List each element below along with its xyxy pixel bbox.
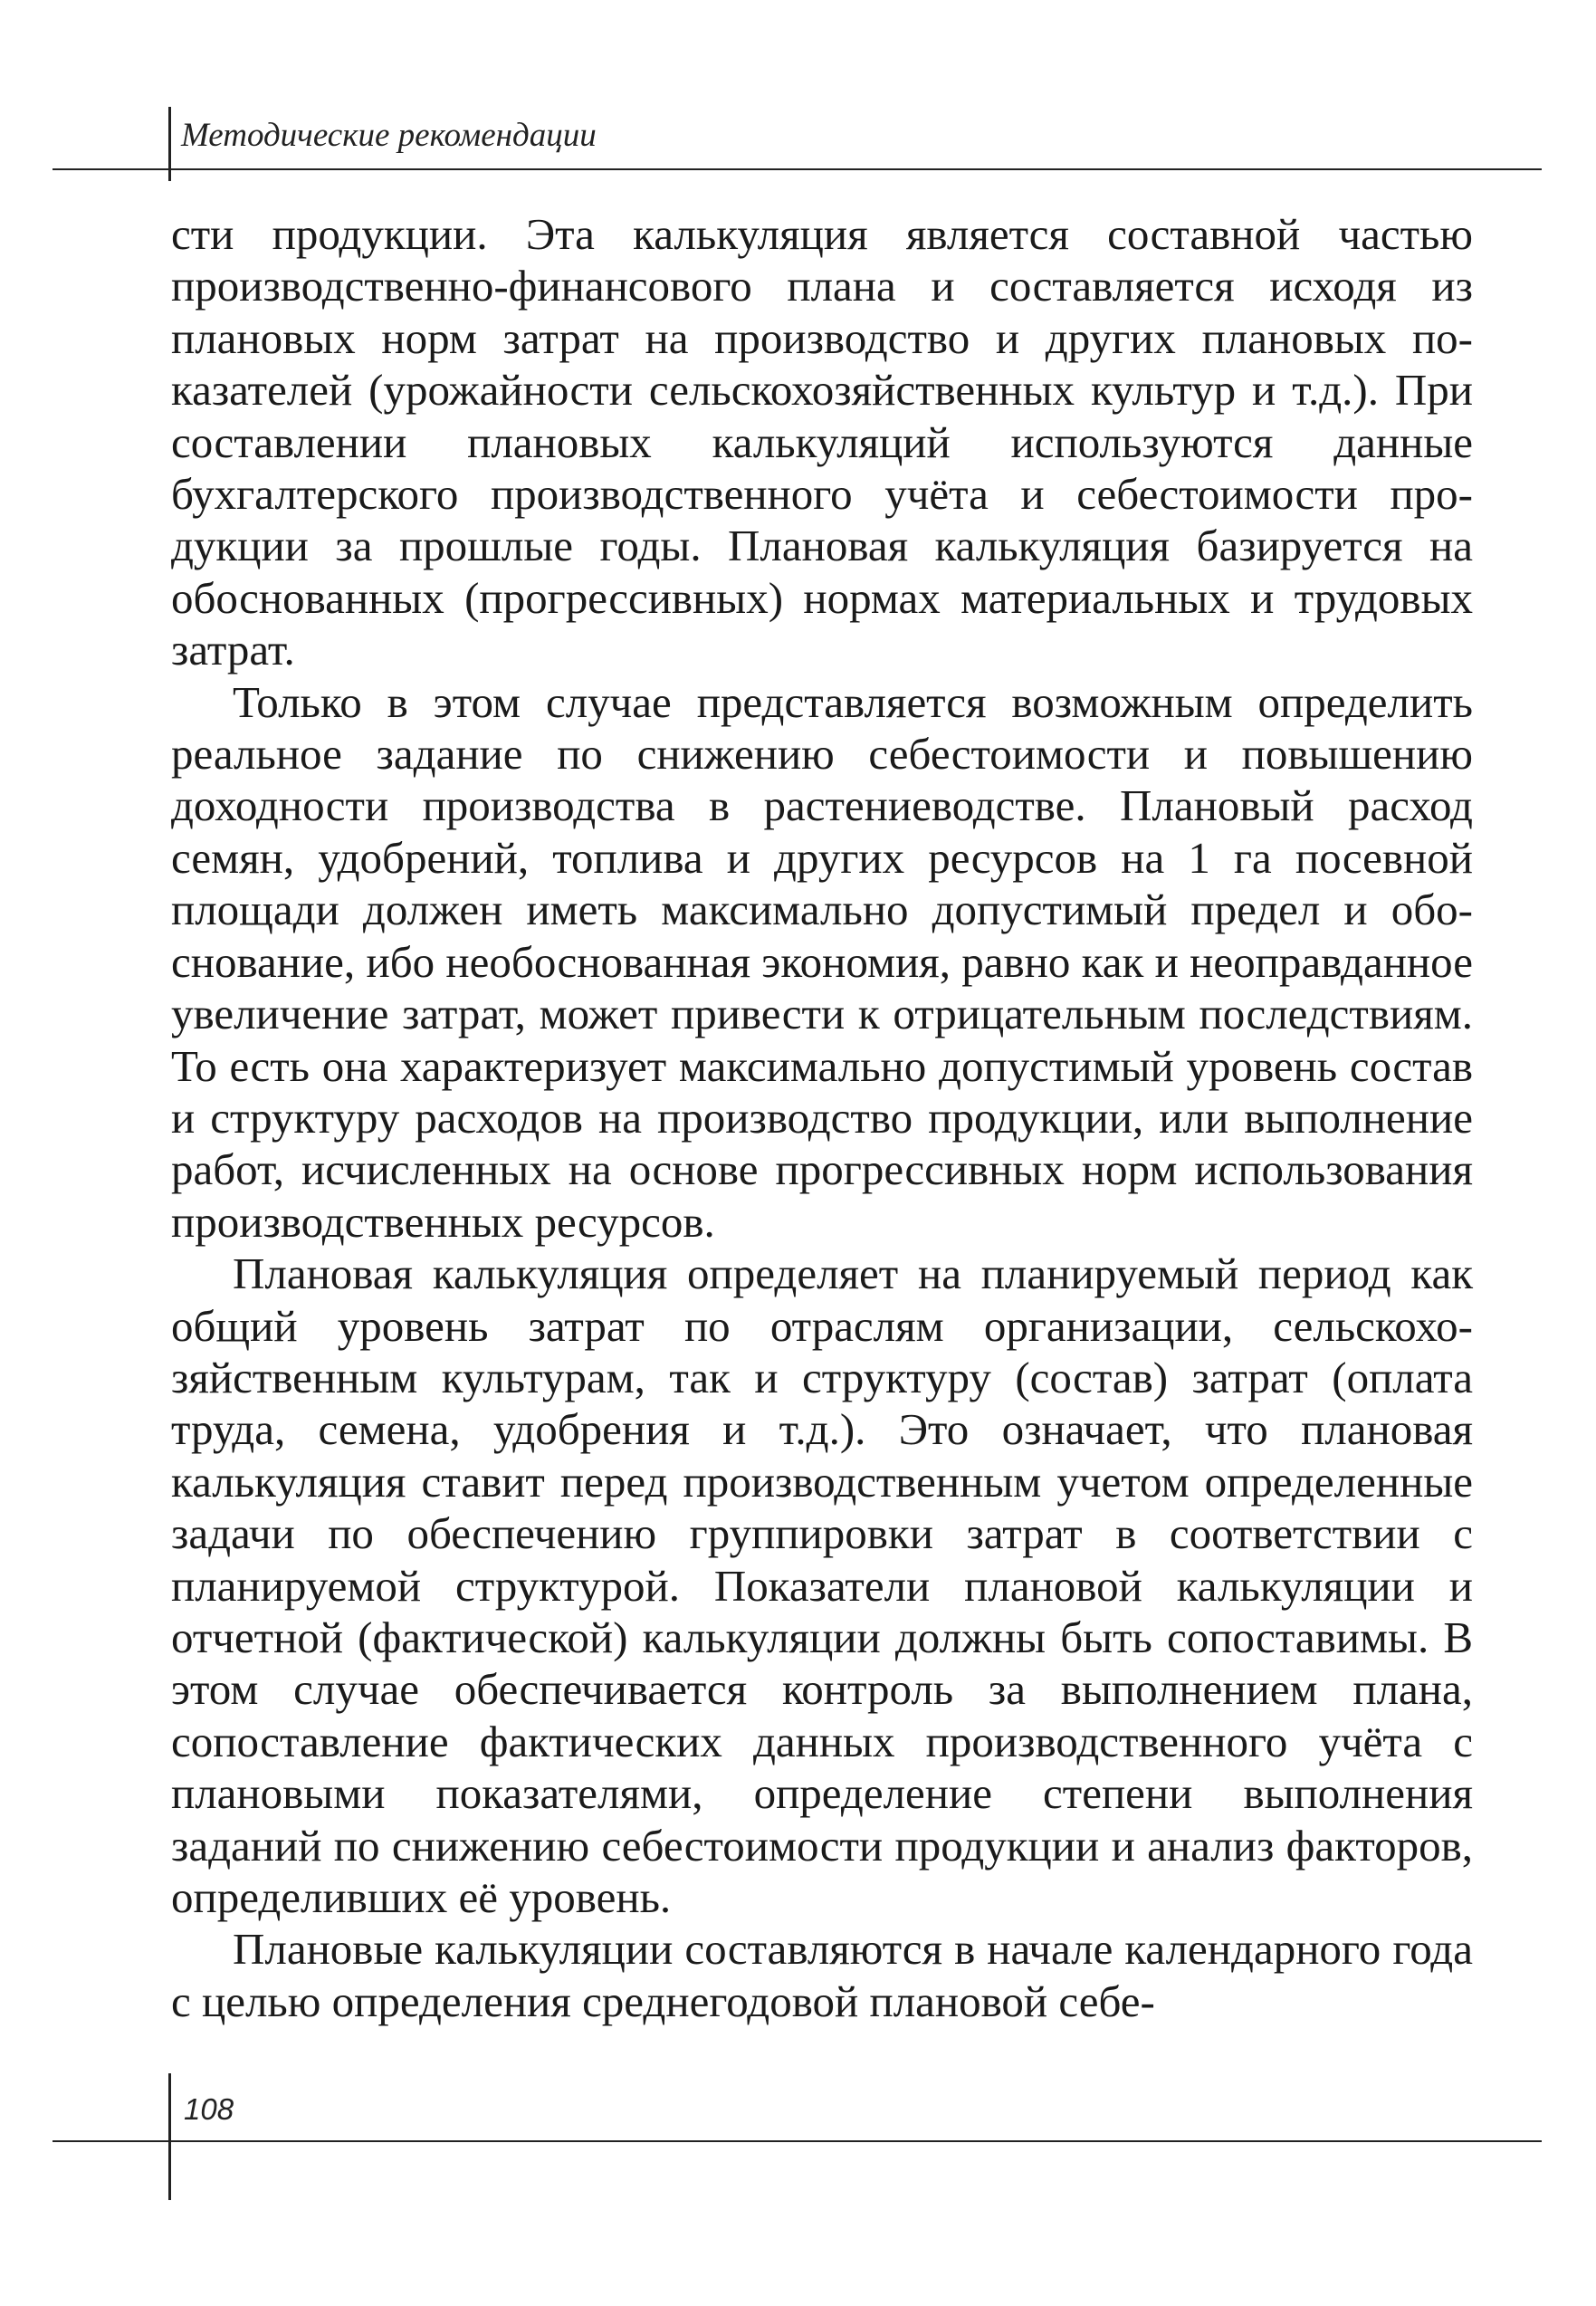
footer-horizontal-rule [53, 2140, 1542, 2142]
paragraph-2: Только в этом случае представляется возможным определить реальное задание по снижению себестоимости и повышению доходности производства в растениеводстве. Плановый расход семян, удобрений, топлива и других ресурсов на 1 га посевной площади должен иметь максимально допустимый предел и обоснование, ибо необоснованная экономия, равно как и неоправданное увеличение затрат, может привести к отрицательным последствиям. То есть она характеризует максимально допустимый уровень состав и структуру расходов на производство продукции, или выполнение работ, исчисленных на основе прогрессивных норм использования производственных ресурсов. [171, 676, 1473, 1247]
page-number: 108 [184, 2092, 234, 2126]
footer-vertical-rule [168, 2073, 171, 2200]
paragraph-4: Плановые калькуляции составляются в начале календарного года с целью определения среднегодовой плановой себе- [171, 1924, 1473, 2026]
paragraph-1: сти продукции. Эта калькуляция является составной частью производственно-финансового плана и составляется исходя из плановых норм затрат на производство и других плановых показателей (урожайности сельскохозяйственных культур и т.д.). При составлении плановых калькуляций используются данные бухгалтерского производственного учёта и себестоимости продукции за прошлые годы. Плановая калькуляция базируется на обоснованных (прогрессивных) нормах материальных и трудовых затрат. [171, 209, 1473, 675]
running-header-title: Методические рекомендации [181, 117, 597, 154]
header-horizontal-rule [53, 168, 1542, 170]
body-text [171, 208, 1473, 2027]
paragraph-3: Плановая калькуляция определяет на планируемый период как общий уровень затрат по отраслям организации, сельскохозяйственным культурам, так и структуру (состав) затрат (оплата труда, семена, удобрения и т.д.). Это означает, что плановая калькуляция ставит перед производственным учетом определенные задачи по обеспечению группировки затрат в соответствии с планируемой структурой. Показатели плановой калькуляции и отчетной (фактической) калькуляции должны быть сопоставимы. В этом случае обеспечивается контроль за выполнением плана, сопоставление фактических данных производственного учёта с плановыми показателями, определение степени выполнения заданий по снижению себестоимости продукции и анализ факторов, определивших её уровень. [171, 1249, 1473, 1922]
